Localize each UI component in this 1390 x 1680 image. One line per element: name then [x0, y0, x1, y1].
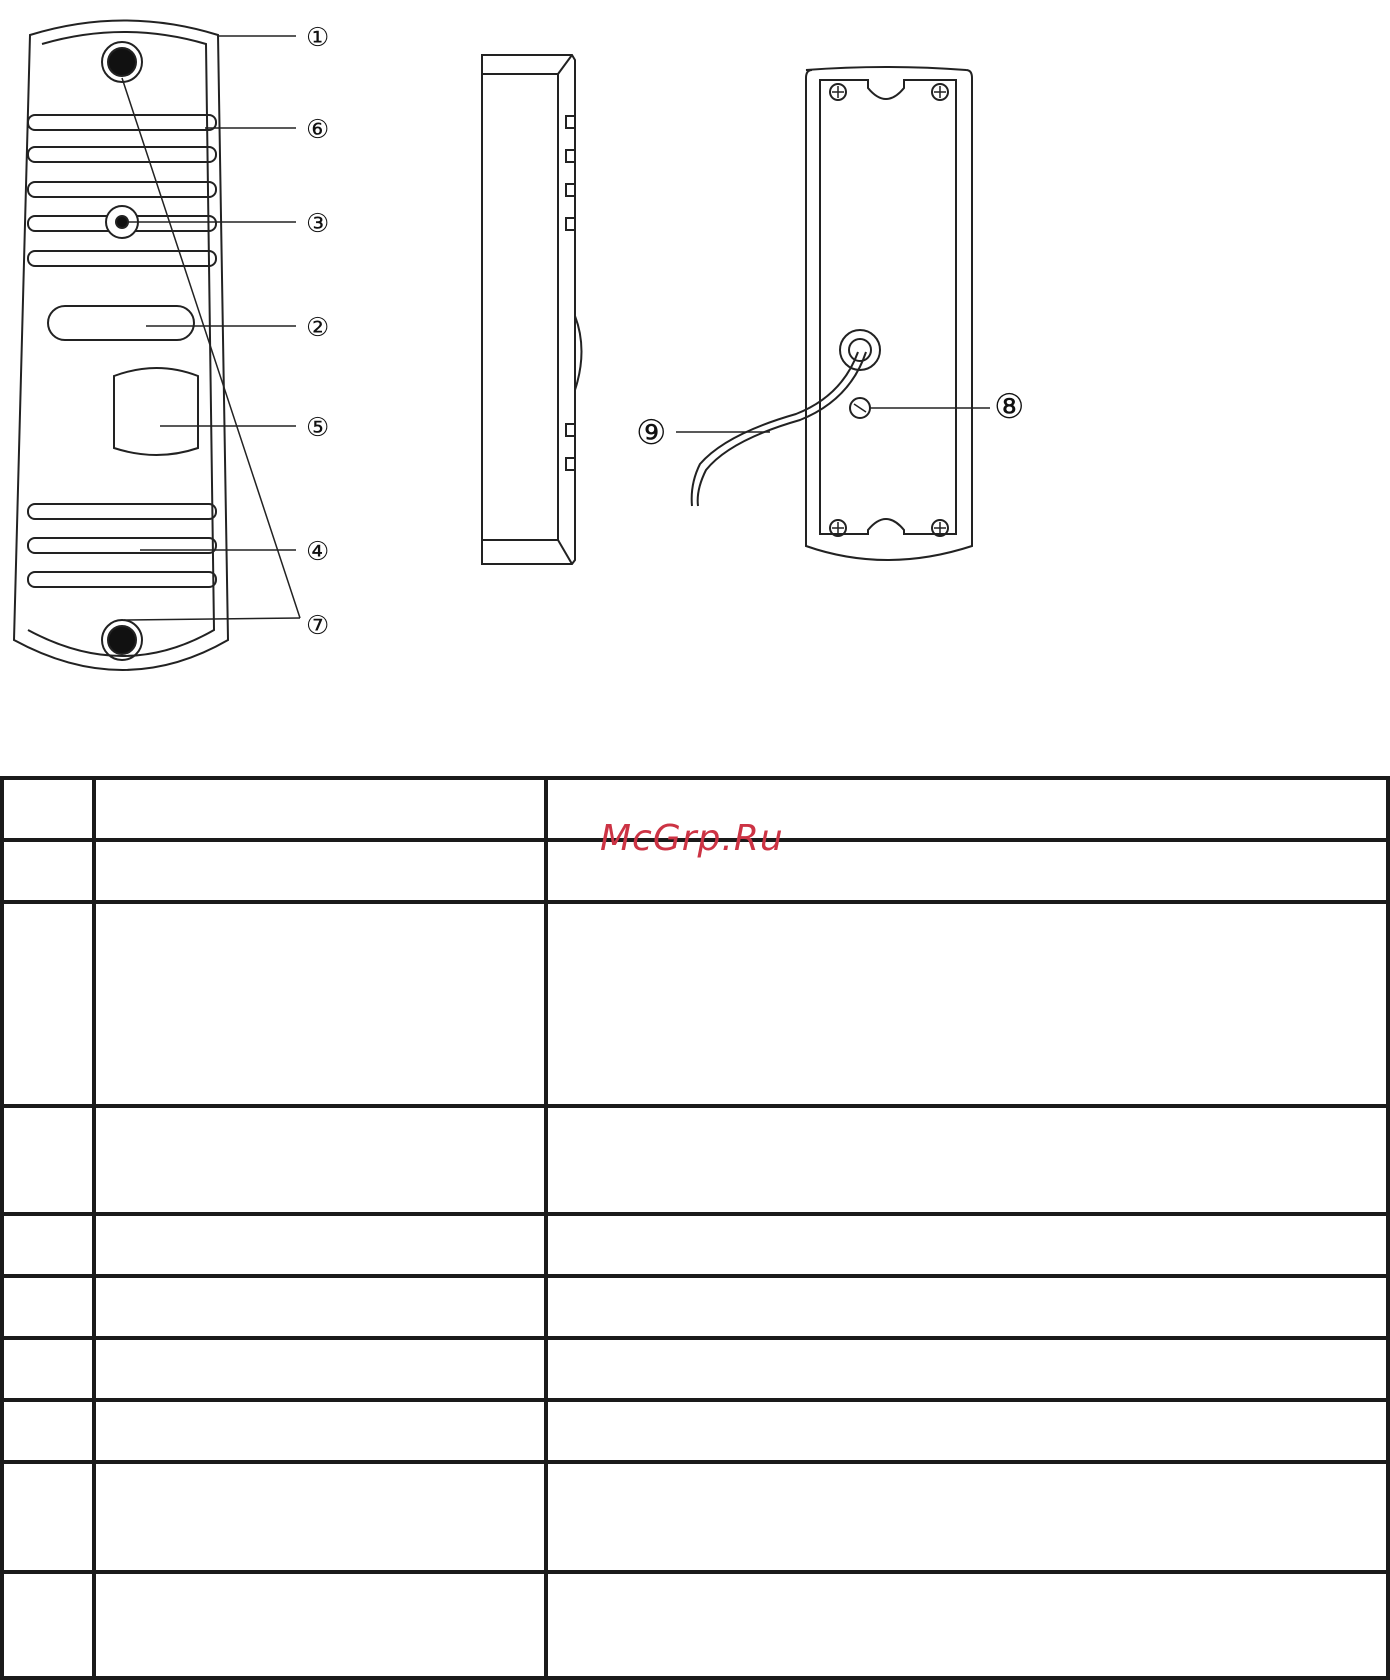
side-profile — [482, 55, 575, 564]
table-cell — [546, 1338, 1388, 1400]
table-row — [2, 1400, 1388, 1462]
speaker-slot — [28, 251, 216, 266]
table-cell — [94, 1400, 546, 1462]
callout-7: ⑦ — [306, 611, 330, 641]
table-cell — [94, 1338, 546, 1400]
cable — [698, 352, 866, 506]
speaker-slot — [28, 572, 216, 587]
cable-hole — [849, 339, 871, 361]
camera-lens-icon — [116, 216, 128, 228]
parts-table — [0, 776, 1390, 1680]
table-row — [2, 1106, 1388, 1214]
callout-5: ⑤ — [306, 413, 330, 443]
table-cell — [94, 840, 546, 902]
table-cell — [2, 1400, 94, 1462]
callout-9: ⑨ — [636, 413, 667, 453]
back-view — [676, 67, 990, 560]
side-slot-teeth — [566, 116, 575, 470]
watermark: McGrp.Ru — [600, 818, 784, 859]
speaker-slot — [28, 504, 216, 519]
table-cell — [94, 778, 546, 840]
table-cell — [94, 1276, 546, 1338]
speaker-slot — [28, 147, 216, 162]
table-cell — [94, 1462, 546, 1572]
table-cell — [94, 902, 546, 1106]
table-cell — [94, 1214, 546, 1276]
table-row — [2, 1462, 1388, 1572]
table-cell — [546, 1214, 1388, 1276]
table-cell — [2, 1106, 94, 1214]
bottom-screw-icon — [108, 626, 136, 654]
front-view — [14, 21, 228, 671]
speaker-slot — [28, 115, 216, 130]
callout-8: ⑧ — [994, 387, 1025, 427]
table-cell — [546, 1572, 1388, 1678]
table-cell — [2, 840, 94, 902]
callout-6: ⑥ — [306, 115, 330, 145]
callout-3: ③ — [306, 209, 330, 239]
cable-grommet — [840, 330, 880, 370]
callout-1: ① — [306, 23, 330, 53]
table-cell — [2, 778, 94, 840]
table-cell — [2, 1276, 94, 1338]
table-row — [2, 1276, 1388, 1338]
top-screw-icon — [108, 48, 136, 76]
table-row — [2, 902, 1388, 1106]
back-panel-outline — [806, 67, 972, 560]
table-cell — [2, 1338, 94, 1400]
table-cell — [546, 1276, 1388, 1338]
name-plate — [48, 306, 194, 340]
table-cell — [546, 1462, 1388, 1572]
leader-lines-front — [122, 36, 300, 620]
table-row — [2, 1572, 1388, 1678]
call-button — [114, 368, 198, 455]
table-cell — [2, 1572, 94, 1678]
device-diagram — [0, 0, 1390, 776]
table-cell — [546, 1400, 1388, 1462]
table-cell — [546, 902, 1388, 1106]
callout-2: ② — [306, 313, 330, 343]
table-row — [2, 1338, 1388, 1400]
table-cell — [546, 1106, 1388, 1214]
callout-4: ④ — [306, 537, 330, 567]
speaker-slot — [28, 182, 216, 197]
table-cell — [2, 1462, 94, 1572]
front-panel-inner-edge — [28, 32, 214, 656]
table-cell — [2, 902, 94, 1106]
table-cell — [94, 1106, 546, 1214]
table-cell — [2, 1214, 94, 1276]
back-panel-inner — [820, 80, 956, 534]
table-cell — [94, 1572, 546, 1678]
side-view — [482, 55, 582, 564]
table-row — [2, 1214, 1388, 1276]
